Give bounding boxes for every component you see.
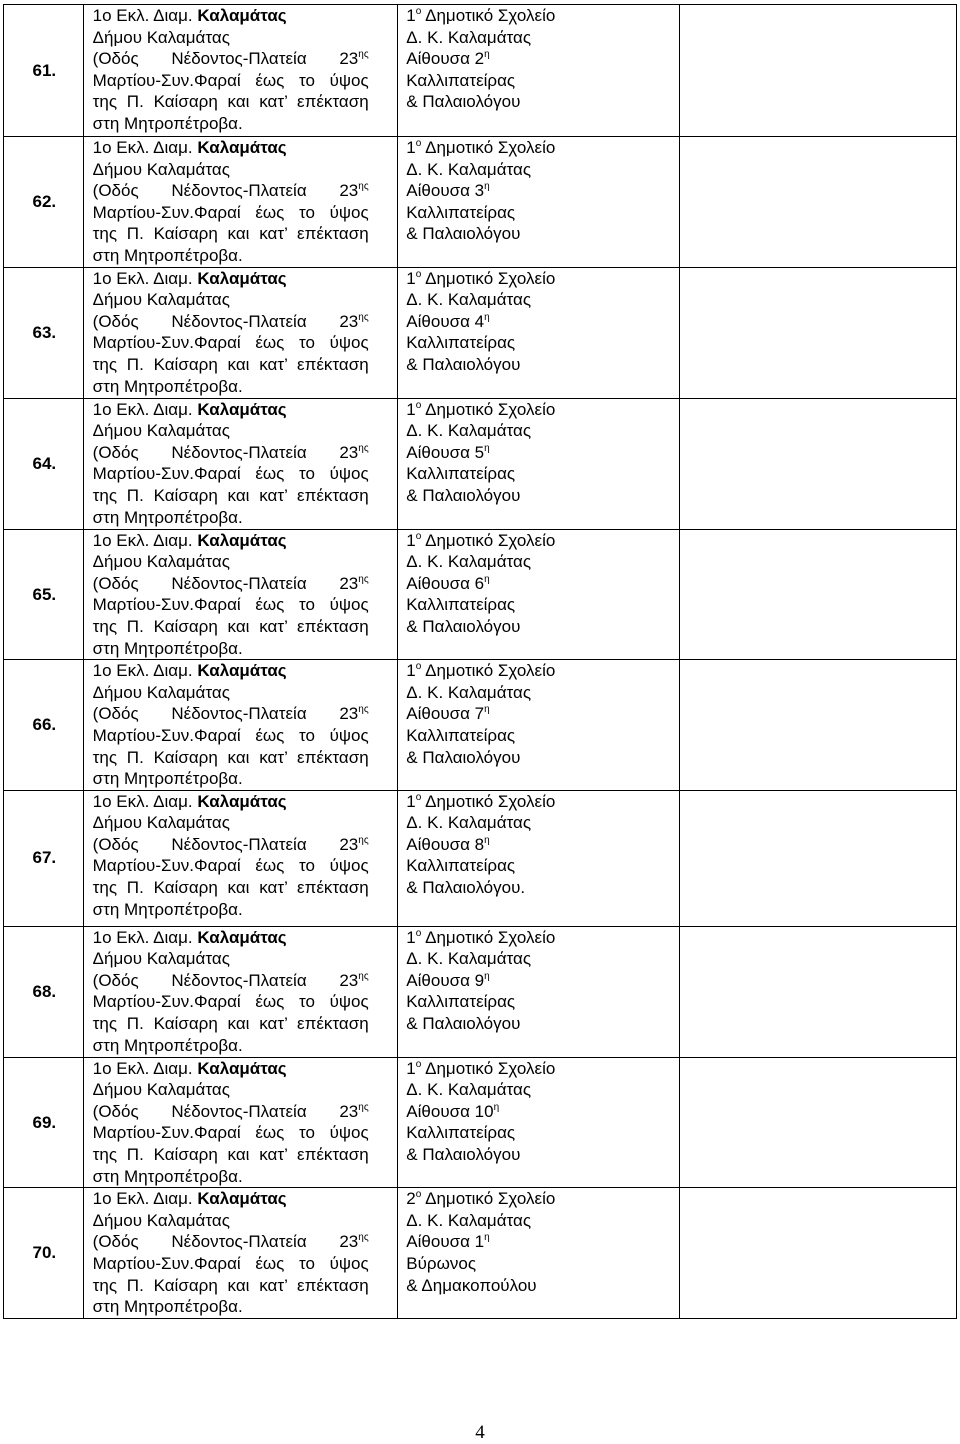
electoral-district-cell: [83, 660, 398, 791]
district-line-4: Μαρτίου-Συν.Φαραί έως το ύψος: [92, 992, 369, 1012]
school-cross-street: & Παλαιολόγου: [406, 224, 521, 244]
district-street-ordinal: ης: [358, 311, 369, 323]
school-street: Καλλιπατείρας: [406, 464, 516, 484]
empty-cell: [679, 1057, 956, 1188]
school-room: [406, 311, 678, 333]
table-row: [4, 790, 957, 926]
empty-cell: [679, 5, 956, 137]
electoral-district-cell: [83, 790, 398, 926]
room-label: Αίθουσα 7: [406, 704, 485, 724]
page-number: 4: [475, 1422, 485, 1443]
school-room: [406, 442, 678, 464]
district-line-4: Μαρτίου-Συν.Φαραί έως το ύψος: [92, 202, 369, 222]
empty-cell: [679, 790, 956, 926]
district-label: 1ο Εκλ. Διαμ.: [92, 138, 193, 157]
district-line-5: της Π. Καίσαρη και κατ’ επέκταση: [92, 1275, 369, 1295]
district-line-5: της Π. Καίσαρη και κατ’ επέκταση: [92, 1014, 369, 1034]
school-number: 1: [406, 138, 416, 157]
district-line-5: της Π. Καίσαρη και κατ’ επέκταση: [92, 1145, 369, 1165]
district-municipality: Δήμου Καλαμάτας: [92, 552, 230, 572]
district-line-1: [93, 1058, 398, 1080]
row-number: 65.: [32, 584, 57, 604]
row-number-cell: [4, 267, 84, 398]
school-number: 1: [406, 399, 416, 419]
row-number-cell: [4, 660, 84, 791]
district-line-1: [93, 530, 398, 552]
district-city: Καλαμάτας: [197, 927, 287, 947]
district-line-1: [93, 927, 398, 949]
district-street-ordinal: ης: [358, 1101, 369, 1113]
district-line-6: στη Μητροπέτροβα.: [92, 113, 243, 133]
polling-station-cell: [398, 1188, 679, 1319]
room-label: Αίθουσα 3: [406, 181, 485, 201]
district-label: 1ο Εκλ. Διαμ.: [92, 1058, 193, 1078]
school-cross-street: & Παλαιολόγου: [406, 616, 521, 636]
school-line-1: [406, 268, 678, 290]
district-line-3: [93, 1231, 369, 1253]
school-ordinal: ο: [415, 6, 422, 17]
row-number-cell: [4, 529, 84, 660]
district-line-4: Μαρτίου-Συν.Φαραί έως το ύψος: [92, 464, 369, 484]
room-ordinal: η: [484, 970, 490, 982]
school-street: Καλλιπατείρας: [406, 856, 516, 876]
district-line-5: της Π. Καίσαρη και κατ’ επέκταση: [92, 224, 369, 244]
district-line-4: Μαρτίου-Συν.Φαραί έως το ύψος: [92, 1254, 369, 1274]
district-street-ordinal: ης: [358, 49, 369, 61]
district-line-3: [93, 703, 369, 725]
school-room: [406, 1101, 678, 1123]
school-name: Δημοτικό Σχολείο: [425, 6, 556, 25]
district-line-5: της Π. Καίσαρη και κατ’ επέκταση: [92, 747, 369, 767]
district-line-1: [93, 5, 398, 27]
row-number-cell: [4, 137, 84, 268]
room-ordinal: η: [484, 834, 490, 846]
row-number-cell: [4, 5, 84, 137]
polling-stations-table: [3, 4, 957, 1319]
school-number: 1: [406, 1058, 416, 1078]
district-municipality: Δήμου Καλαμάτας: [92, 290, 230, 310]
school-ordinal: ο: [415, 1058, 422, 1070]
empty-cell: [679, 1188, 956, 1319]
electoral-district-cell: [83, 267, 398, 398]
school-street: Καλλιπατείρας: [406, 333, 516, 353]
district-line-1: [93, 1188, 398, 1210]
school-community: Δ. Κ. Καλαμάτας: [406, 1080, 532, 1100]
district-line-4: Μαρτίου-Συν.Φαραί έως το ύψος: [92, 595, 369, 615]
school-line-1: [406, 399, 678, 421]
school-ordinal: ο: [415, 268, 422, 280]
row-number: 67.: [32, 848, 57, 868]
district-street: (Οδός Νέδοντος-Πλατεία 23: [92, 181, 359, 201]
school-room: [406, 834, 678, 856]
polling-station-cell: [398, 660, 679, 791]
room-ordinal: η: [484, 181, 490, 193]
district-city: Καλαμάτας: [197, 399, 287, 419]
district-line-3: [93, 442, 369, 464]
polling-station-cell: [398, 1057, 679, 1188]
district-line-6: στη Μητροπέτροβα.: [92, 899, 243, 919]
district-label: 1ο Εκλ. Διαμ.: [92, 661, 193, 681]
school-line-1: [406, 530, 678, 552]
district-street: (Οδός Νέδοντος-Πλατεία 23: [92, 311, 359, 331]
polling-station-cell: [398, 926, 679, 1057]
room-ordinal: η: [484, 442, 490, 454]
district-municipality: Δήμου Καλαμάτας: [92, 949, 230, 969]
school-line-1: [406, 5, 678, 27]
district-city: Καλαμάτας: [197, 1058, 287, 1078]
district-line-6: στη Μητροπέτροβα.: [92, 1035, 243, 1055]
district-street-ordinal: ης: [358, 970, 369, 982]
school-number: 1: [406, 268, 416, 288]
school-room: [406, 573, 678, 595]
district-street-ordinal: ης: [358, 573, 369, 585]
school-community: Δ. Κ. Καλαμάτας: [406, 421, 532, 441]
school-name: Δημοτικό Σχολείο: [425, 530, 556, 550]
electoral-district-cell: [83, 398, 398, 529]
district-line-5: της Π. Καίσαρη και κατ’ επέκταση: [92, 616, 369, 636]
district-line-6: στη Μητροπέτροβα.: [92, 245, 243, 265]
room-label: Αίθουσα 6: [406, 573, 485, 593]
district-street: (Οδός Νέδοντος-Πλατεία 23: [92, 704, 359, 724]
table-row: [4, 5, 957, 137]
row-number: 68.: [32, 981, 57, 1001]
district-municipality: Δήμου Καλαμάτας: [92, 1080, 230, 1100]
district-line-1: [93, 791, 398, 813]
district-line-6: στη Μητροπέτροβα.: [92, 769, 243, 789]
room-label: Αίθουσα 5: [406, 442, 485, 462]
electoral-district-cell: [83, 529, 398, 660]
row-number: 66.: [32, 715, 57, 735]
school-community: Δ. Κ. Καλαμάτας: [406, 682, 532, 702]
district-street: (Οδός Νέδοντος-Πλατεία 23: [92, 573, 359, 593]
room-ordinal: η: [484, 49, 490, 61]
district-line-5: της Π. Καίσαρη και κατ’ επέκταση: [92, 878, 369, 898]
polling-station-cell: [398, 398, 679, 529]
school-line-1: [406, 1058, 678, 1080]
school-cross-street: & Παλαιολόγου: [406, 92, 521, 112]
district-street-ordinal: ης: [358, 704, 369, 716]
district-city: Καλαμάτας: [197, 661, 287, 681]
district-line-4: Μαρτίου-Συν.Φαραί έως το ύψος: [92, 1123, 369, 1143]
electoral-district-cell: [83, 137, 398, 268]
district-city: Καλαμάτας: [197, 791, 287, 811]
school-community: Δ. Κ. Καλαμάτας: [406, 290, 532, 310]
school-street: Καλλιπατείρας: [406, 202, 516, 222]
school-cross-street: & Παλαιολόγου: [406, 747, 521, 767]
school-room: [406, 970, 678, 992]
school-community: Δ. Κ. Καλαμάτας: [406, 949, 532, 969]
district-line-3: [93, 1101, 369, 1123]
school-room: [406, 180, 678, 202]
school-number: 1: [406, 791, 416, 811]
school-community: Δ. Κ. Καλαμάτας: [406, 27, 532, 47]
school-number: 1: [406, 927, 416, 947]
district-line-5: της Π. Καίσαρη και κατ’ επέκταση: [92, 354, 369, 374]
district-street-ordinal: ης: [358, 834, 369, 846]
school-street: Καλλιπατείρας: [406, 1123, 516, 1143]
school-street: Βύρωνος: [406, 1254, 477, 1274]
district-line-6: στη Μητροπέτροβα.: [92, 376, 243, 396]
district-municipality: Δήμου Καλαμάτας: [92, 813, 230, 833]
school-cross-street: & Παλαιολόγου: [406, 1014, 521, 1034]
district-line-1: [93, 268, 398, 290]
school-ordinal: ο: [415, 138, 422, 149]
school-street: Καλλιπατείρας: [406, 595, 516, 615]
room-ordinal: η: [484, 1232, 490, 1244]
district-line-3: [93, 834, 369, 856]
district-municipality: Δήμου Καλαμάτας: [92, 159, 230, 179]
district-municipality: Δήμου Καλαμάτας: [92, 27, 230, 47]
district-line-1: [93, 399, 398, 421]
school-name: Δημοτικό Σχολείο: [425, 791, 556, 811]
room-ordinal: η: [484, 704, 490, 716]
room-label: Αίθουσα 8: [406, 834, 485, 854]
school-ordinal: ο: [415, 1189, 422, 1201]
district-line-5: της Π. Καίσαρη και κατ’ επέκταση: [92, 92, 369, 112]
district-line-6: στη Μητροπέτροβα.: [92, 507, 243, 527]
district-street: (Οδός Νέδοντος-Πλατεία 23: [92, 49, 359, 69]
row-number-cell: [4, 790, 84, 926]
school-ordinal: ο: [415, 661, 422, 673]
school-name: Δημοτικό Σχολείο: [425, 268, 556, 288]
room-ordinal: η: [493, 1101, 500, 1113]
district-line-3: [93, 573, 369, 595]
row-number: 61.: [32, 60, 57, 80]
district-street: (Οδός Νέδοντος-Πλατεία 23: [92, 442, 359, 462]
room-label: Αίθουσα 4: [406, 311, 485, 331]
district-label: 1ο Εκλ. Διαμ.: [92, 791, 193, 811]
table-row: [4, 137, 957, 268]
district-street: (Οδός Νέδοντος-Πλατεία 23: [92, 1101, 359, 1121]
school-community: Δ. Κ. Καλαμάτας: [406, 813, 532, 833]
electoral-district-cell: [83, 1057, 398, 1188]
district-label: 1ο Εκλ. Διαμ.: [92, 530, 193, 550]
district-street: (Οδός Νέδοντος-Πλατεία 23: [92, 834, 359, 854]
district-city: Καλαμάτας: [197, 268, 287, 288]
table-row: [4, 267, 957, 398]
school-name: Δημοτικό Σχολείο: [425, 1189, 556, 1209]
polling-station-cell: [398, 267, 679, 398]
school-cross-street: & Παλαιολόγου: [406, 485, 521, 505]
district-line-6: στη Μητροπέτροβα.: [92, 638, 243, 658]
district-line-5: της Π. Καίσαρη και κατ’ επέκταση: [92, 485, 369, 505]
district-city: Καλαμάτας: [197, 138, 287, 157]
school-number: 1: [406, 661, 416, 681]
school-name: Δημοτικό Σχολείο: [425, 138, 556, 157]
school-cross-street: & Παλαιολόγου: [406, 1145, 521, 1165]
district-line-1: [93, 137, 398, 159]
school-street: Καλλιπατείρας: [406, 70, 516, 90]
row-number: 63.: [32, 322, 57, 342]
district-street-ordinal: ης: [358, 442, 369, 454]
school-line-1: [406, 927, 678, 949]
table-row: [4, 660, 957, 791]
polling-station-cell: [398, 529, 679, 660]
school-community: Δ. Κ. Καλαμάτας: [406, 1210, 532, 1230]
row-number: 69.: [32, 1112, 57, 1132]
polling-station-cell: [398, 790, 679, 926]
district-street-ordinal: ης: [358, 181, 369, 193]
empty-cell: [679, 660, 956, 791]
empty-cell: [679, 267, 956, 398]
district-label: 1ο Εκλ. Διαμ.: [92, 927, 193, 947]
polling-station-cell: [398, 5, 679, 137]
table-row: [4, 1188, 957, 1319]
row-number-cell: [4, 926, 84, 1057]
row-number: 70.: [32, 1243, 57, 1263]
row-number: 64.: [32, 453, 57, 473]
polling-station-cell: [398, 137, 679, 268]
school-ordinal: ο: [415, 399, 422, 411]
room-ordinal: η: [484, 311, 490, 323]
table-row: [4, 926, 957, 1057]
room-label: Αίθουσα 9: [406, 970, 485, 990]
school-name: Δημοτικό Σχολείο: [425, 1058, 556, 1078]
school-street: Καλλιπατείρας: [406, 725, 516, 745]
electoral-district-cell: [83, 926, 398, 1057]
electoral-district-cell: [83, 5, 398, 137]
school-ordinal: ο: [415, 927, 422, 939]
district-label: 1ο Εκλ. Διαμ.: [92, 399, 193, 419]
district-line-6: στη Μητροπέτροβα.: [92, 1297, 243, 1317]
school-room: [406, 703, 678, 725]
electoral-district-cell: [83, 1188, 398, 1319]
school-cross-street: & Παλαιολόγου.: [406, 878, 526, 898]
row-number-cell: [4, 1057, 84, 1188]
district-line-3: [93, 970, 369, 992]
district-label: 1ο Εκλ. Διαμ.: [92, 1189, 193, 1209]
district-municipality: Δήμου Καλαμάτας: [92, 421, 230, 441]
district-line-3: [93, 48, 369, 70]
district-line-3: [93, 311, 369, 333]
room-label: Αίθουσα 1: [406, 1232, 485, 1252]
school-line-1: [406, 137, 678, 159]
empty-cell: [679, 137, 956, 268]
school-number: 1: [406, 530, 416, 550]
room-label: Αίθουσα 2: [406, 49, 485, 69]
district-municipality: Δήμου Καλαμάτας: [92, 682, 230, 702]
school-street: Καλλιπατείρας: [406, 992, 516, 1012]
school-community: Δ. Κ. Καλαμάτας: [406, 159, 532, 179]
room-label: Αίθουσα 10: [406, 1101, 494, 1121]
district-city: Καλαμάτας: [197, 6, 287, 25]
school-cross-street: & Παλαιολόγου: [406, 354, 521, 374]
district-label: 1ο Εκλ. Διαμ.: [92, 268, 193, 288]
school-name: Δημοτικό Σχολείο: [425, 927, 556, 947]
district-street: (Οδός Νέδοντος-Πλατεία 23: [92, 1232, 359, 1252]
district-line-6: στη Μητροπέτροβα.: [92, 1166, 243, 1186]
school-number: 1: [406, 6, 416, 25]
district-line-3: [93, 180, 369, 202]
school-room: [406, 48, 678, 70]
empty-cell: [679, 529, 956, 660]
school-number: 2: [406, 1189, 416, 1209]
school-ordinal: ο: [415, 791, 422, 803]
district-street-ordinal: ης: [358, 1232, 369, 1244]
empty-cell: [679, 926, 956, 1057]
district-line-4: Μαρτίου-Συν.Φαραί έως το ύψος: [92, 333, 369, 353]
school-ordinal: ο: [415, 530, 422, 542]
district-municipality: Δήμου Καλαμάτας: [92, 1210, 230, 1230]
school-community: Δ. Κ. Καλαμάτας: [406, 552, 532, 572]
school-line-1: [406, 791, 678, 813]
district-line-4: Μαρτίου-Συν.Φαραί έως το ύψος: [92, 856, 369, 876]
district-street: (Οδός Νέδοντος-Πλατεία 23: [92, 970, 359, 990]
school-line-1: [406, 660, 678, 682]
row-number: 62.: [32, 191, 57, 211]
district-line-4: Μαρτίου-Συν.Φαραί έως το ύψος: [92, 725, 369, 745]
school-name: Δημοτικό Σχολείο: [425, 399, 556, 419]
district-city: Καλαμάτας: [197, 1189, 287, 1209]
school-name: Δημοτικό Σχολείο: [425, 661, 556, 681]
district-label: 1ο Εκλ. Διαμ.: [92, 6, 193, 25]
table-row: [4, 529, 957, 660]
table-row: [4, 1057, 957, 1188]
row-number-cell: [4, 1188, 84, 1319]
district-line-1: [93, 660, 398, 682]
table-body: [4, 5, 957, 1319]
school-line-1: [406, 1188, 678, 1210]
room-ordinal: η: [484, 573, 490, 585]
table-row: [4, 398, 957, 529]
school-room: [406, 1231, 678, 1253]
school-cross-street: & Δημακοπούλου: [406, 1275, 537, 1295]
district-city: Καλαμάτας: [197, 530, 287, 550]
row-number-cell: [4, 398, 84, 529]
district-line-4: Μαρτίου-Συν.Φαραί έως το ύψος: [92, 70, 369, 90]
empty-cell: [679, 398, 956, 529]
